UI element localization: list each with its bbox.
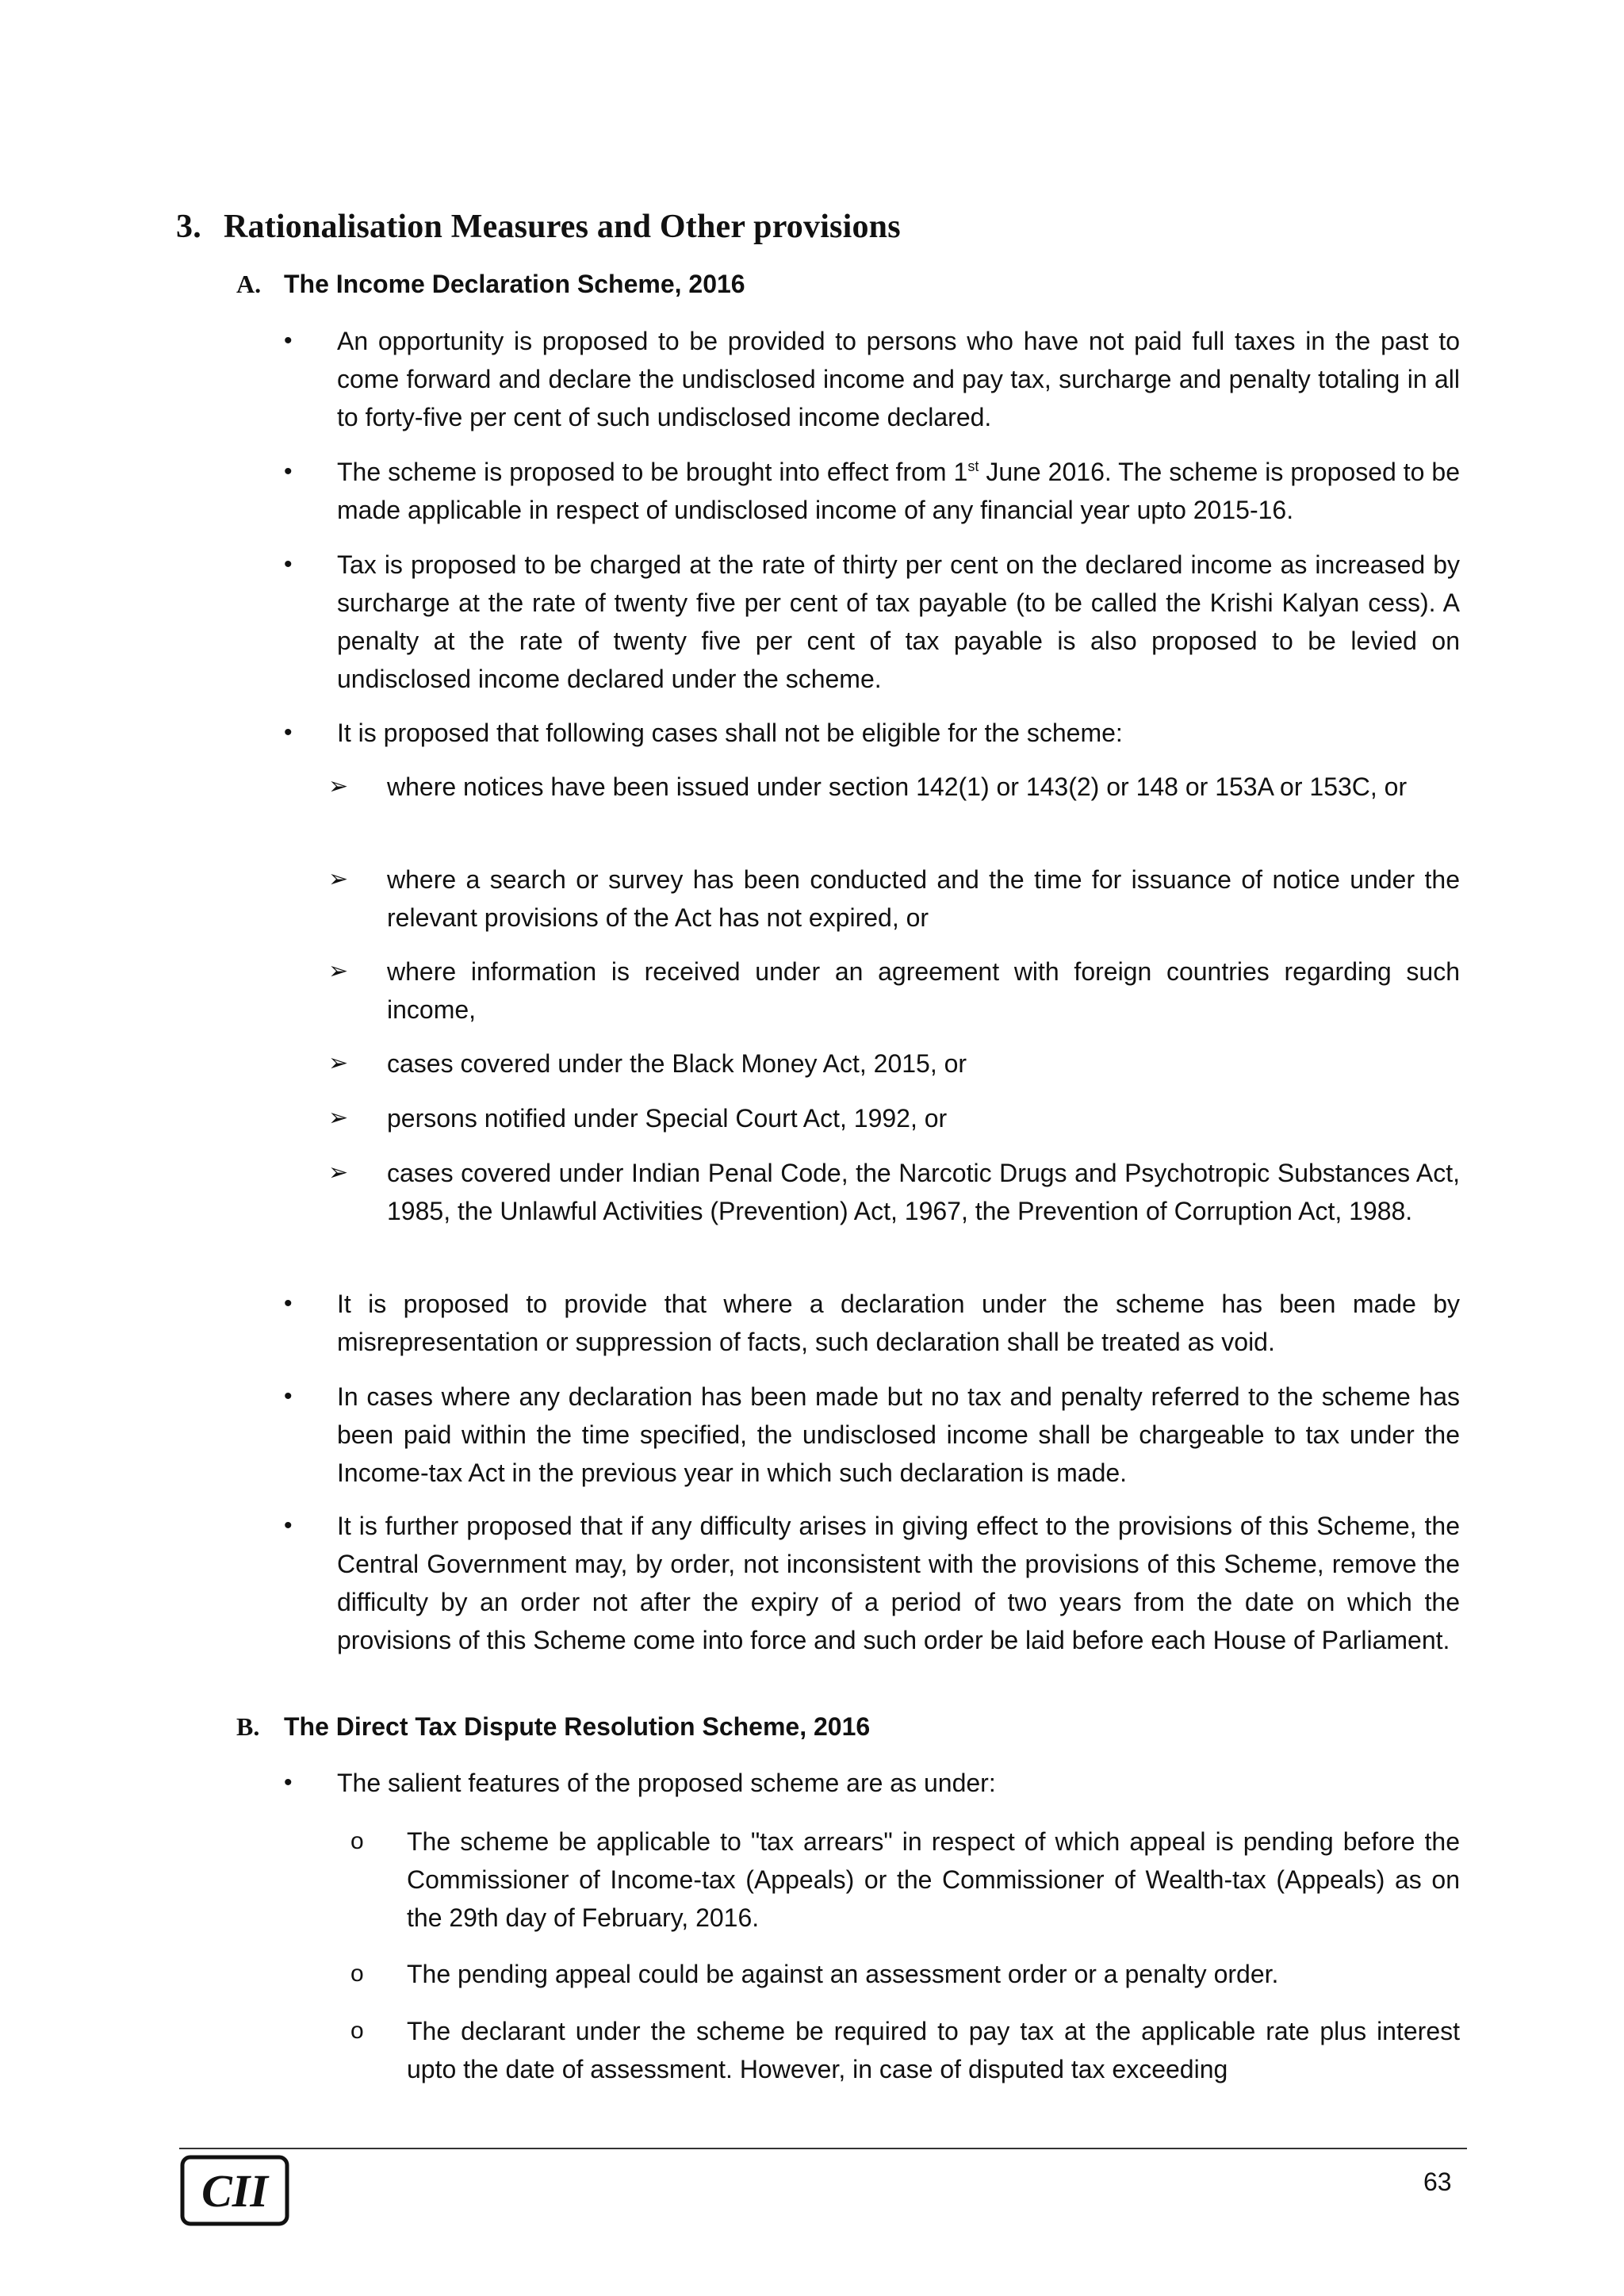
- bullet-marker: •: [284, 1290, 293, 1317]
- bullet-item: [284, 322, 1460, 436]
- bullet-item: [284, 714, 1460, 752]
- sub-list-item: [328, 1099, 1460, 1137]
- bullet-item: [284, 1764, 1460, 1802]
- subsection-a-heading: [236, 270, 745, 299]
- sub-list-text: where a search or survey has been conducted and the time for issuance of notice under the relevant provisions of the Act has not expired, or: [387, 865, 1460, 932]
- bullet-text: The salient features of the proposed scheme are as under:: [337, 1769, 996, 1797]
- bullet-marker: •: [284, 719, 293, 746]
- bullet-text: It is proposed to provide that where a declaration under the scheme has been made by misrepresentation or suppression of facts, such declaration shall be treated as void.: [337, 1290, 1460, 1356]
- sub-list-text: The declarant under the scheme be required to pay tax at the applicable rate plus interest upto the date of assessment. However, in case of disputed tax exceeding: [407, 2017, 1460, 2083]
- sub-list-text: The pending appeal could be against an assessment order or a penalty order.: [407, 1960, 1279, 1988]
- sub-list-item: [328, 768, 1460, 806]
- sub-list-text: where information is received under an agreement with foreign countries regarding such income,: [387, 957, 1460, 1024]
- arrow-marker: ➢: [328, 1105, 349, 1131]
- sub-list-item: [349, 2012, 1460, 2088]
- bullet-marker: •: [284, 1383, 293, 1409]
- circle-marker: o: [350, 2018, 364, 2044]
- cii-logo: [179, 2154, 290, 2227]
- section-title: Rationalisation Measures and Other provisions: [224, 209, 901, 245]
- arrow-marker: ➢: [328, 1050, 349, 1076]
- footer-rule: [179, 2148, 1467, 2149]
- sub-list-text: cases covered under the Black Money Act, 2015, or: [387, 1049, 967, 1078]
- arrow-marker: ➢: [328, 958, 349, 984]
- section-number: 3.: [176, 209, 201, 245]
- arrow-marker: ➢: [328, 1159, 349, 1186]
- bullet-item: [284, 1285, 1460, 1361]
- svg-text:CII: CII: [201, 2165, 268, 2217]
- sub-list-item: [349, 1955, 1460, 1993]
- sub-list-item: [328, 953, 1460, 1029]
- sub-list-text: The scheme be applicable to "tax arrears" in respect of which appeal is pending before the Commissioner of Income-tax (Appeals) or the Commissioner of Wealth-tax (Appeals) as on the 29th day of February, 2016.: [407, 1827, 1460, 1932]
- sub-list-item: [328, 1154, 1460, 1230]
- subsection-a-title: The Income Declaration Scheme, 2016: [284, 270, 745, 298]
- subsection-b-letter: B.: [236, 1712, 260, 1741]
- bullet-item: [284, 1507, 1460, 1659]
- arrow-marker: ➢: [328, 866, 349, 892]
- arrow-marker: ➢: [328, 773, 349, 799]
- bullet-item: [284, 546, 1460, 698]
- subsection-b-title: The Direct Tax Dispute Resolution Scheme, 2016: [284, 1712, 871, 1741]
- sub-list-text: where notices have been issued under section 142(1) or 143(2) or 148 or 153A or 153C, or: [387, 772, 1408, 801]
- sub-list-item: [349, 1823, 1460, 1937]
- bullet-text: Tax is proposed to be charged at the rate of thirty per cent on the declared income as increased by surcharge at the rate of twenty five per cent of tax payable (to be called the Krishi Kalyan cess). A penalty at the rate of twenty five per cent of tax payable is also proposed to be levied on undisclosed income declared under the scheme.: [337, 550, 1460, 693]
- bullet-item: [284, 1378, 1460, 1492]
- sub-list-text: cases covered under Indian Penal Code, the Narcotic Drugs and Psychotropic Substances Act, 1985, the Unlawful Activities (Prevention) Act, 1967, the Prevention of Corruption Act, 1988.: [387, 1159, 1460, 1225]
- bullet-text: In cases where any declaration has been made but no tax and penalty referred to the scheme has been paid within the time specified, the undisclosed income shall be chargeable to tax under the Income-tax Act in the previous year in which such declaration is made.: [337, 1382, 1460, 1487]
- sub-list-item: [328, 861, 1460, 937]
- sub-list-text: persons notified under Special Court Act, 1992, or: [387, 1104, 948, 1133]
- bullet-marker: •: [284, 551, 293, 577]
- bullet-marker: •: [284, 1512, 293, 1539]
- bullet-marker: •: [284, 328, 293, 354]
- circle-marker: o: [350, 1961, 364, 1987]
- sub-list-item: [328, 1045, 1460, 1083]
- bullet-text: The scheme is proposed to be brought into effect from 1st June 2016. The scheme is proposed to be made applicable in respect of undisclosed income of any financial year upto 2015-16.: [337, 458, 1461, 524]
- bullet-text: It is further proposed that if any difficulty arises in giving effect to the provisions of this Scheme, the Central Government may, by order, not inconsistent with the provisions of this Scheme, remove the difficulty by an order not after the expiry of a period of two years from the date on which the provisions of this Scheme come into force and such order be laid before each House of Parliament.: [337, 1512, 1460, 1654]
- section-heading: [176, 208, 901, 246]
- bullet-text: It is proposed that following cases shall not be eligible for the scheme:: [337, 719, 1123, 747]
- page-number: 63: [1423, 2168, 1452, 2196]
- bullet-text: An opportunity is proposed to be provided to persons who have not paid full taxes in the past to come forward and declare the undisclosed income and pay tax, surcharge and penalty totaling in all to forty-five per cent of such undisclosed income declared.: [337, 327, 1460, 431]
- bullet-marker: •: [284, 458, 293, 485]
- subsection-b-heading: [236, 1712, 870, 1742]
- bullet-marker: •: [284, 1769, 293, 1796]
- circle-marker: o: [350, 1828, 364, 1854]
- subsection-a-letter: A.: [236, 270, 262, 298]
- bullet-item: [284, 453, 1461, 529]
